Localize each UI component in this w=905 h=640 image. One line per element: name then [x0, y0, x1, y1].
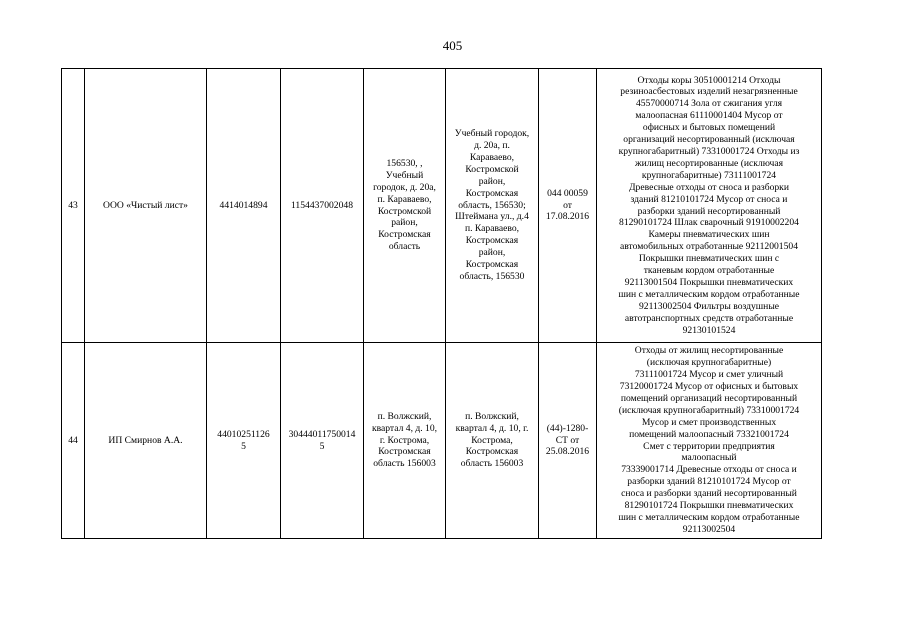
- text-line: 30444011750014: [288, 428, 356, 440]
- activity-address-cell: [446, 343, 539, 539]
- text-line: Смет с территории предприятия: [643, 440, 775, 452]
- text-line: Учебный городок,: [454, 128, 530, 140]
- text-line: зданий 81210101724 Мусор от сноса и: [630, 193, 788, 205]
- text-line: малоопасная 61110001404 Мусор от: [635, 110, 783, 122]
- text-line: малоопасный: [681, 452, 737, 464]
- text-line: Учебный: [385, 169, 424, 181]
- text-line: 73111001724 Мусор и смет уличный: [634, 369, 784, 381]
- row-number: 44: [62, 343, 85, 539]
- text-line: г. Кострома,: [379, 434, 430, 446]
- text-line: 25.08.2016: [545, 446, 590, 458]
- text-line: п. Караваево,: [464, 223, 520, 235]
- text-line: помещений организаций несортированный: [620, 392, 798, 404]
- text-line: Покрышки пневматических шин с: [638, 253, 780, 265]
- text-line: квартал 4, д. 10, г.: [455, 422, 529, 434]
- inn-cell: [207, 343, 281, 539]
- text-line: район,: [391, 217, 418, 229]
- text-line: 92113001504 Покрышки пневматических: [624, 276, 794, 288]
- text-line: 5: [241, 440, 246, 452]
- text-line: сноса и разборки зданий несортированный: [621, 488, 797, 500]
- page-number: 405: [442, 38, 463, 53]
- ogrn-cell: [281, 343, 364, 539]
- row-number: 43: [62, 69, 85, 343]
- text-line: область: [388, 241, 421, 253]
- text-line: Костромская: [378, 446, 431, 458]
- organization-name: ИП Смирнов А.А.: [85, 343, 207, 539]
- text-line: Камеры пневматических шин: [648, 229, 770, 241]
- text-line: 17.08.2016: [545, 211, 590, 223]
- text-line: область, 156530;: [458, 199, 526, 211]
- organization-name: ООО «Чистый лист»: [85, 69, 207, 343]
- text-line: 73339001714 Древесные отходы от сноса и: [621, 464, 797, 476]
- text-line: Костромская: [465, 187, 519, 199]
- text-line: д. 20а, п.: [474, 140, 510, 152]
- text-line: шин с металлическим кордом отработанные: [618, 511, 800, 523]
- text-line: разборки зданий несортированный: [637, 205, 781, 217]
- text-line: резиноасбестовых изделий незагрязненные: [620, 86, 798, 98]
- text-line: от: [563, 199, 572, 211]
- text-line: крупногабаритный) 73310001724 Отходы из: [618, 145, 800, 157]
- text-line: 92130101524: [682, 324, 736, 336]
- text-line: офисных и бытовых помещений: [642, 122, 776, 134]
- text-line: область 156003: [460, 458, 524, 470]
- table-row: [62, 343, 822, 539]
- text-line: Костромской: [377, 205, 432, 217]
- text-line: Караваево,: [469, 151, 515, 163]
- text-line: Штеймана ул., д.4: [455, 211, 529, 223]
- text-line: СТ от: [555, 434, 580, 446]
- text-line: Отходы коры 30510001214 Отходы: [637, 74, 781, 86]
- text-line: квартал 4, д. 10,: [371, 422, 438, 434]
- text-line: 156530, ,: [386, 157, 423, 169]
- text-line: Древесные отходы от сноса и разборки: [629, 181, 789, 193]
- text-line: шин с металлическим кордом отработанные: [618, 288, 800, 300]
- license-cell: [539, 69, 597, 343]
- waste-registry-table: [61, 68, 822, 539]
- text-line: Костромской: [465, 163, 519, 175]
- text-line: п. Волжский,: [465, 410, 519, 422]
- text-line: п. Караваево,: [377, 193, 432, 205]
- text-line: (44)-1280-: [546, 422, 589, 434]
- text-line: 81290101724 Покрышки пневматических: [624, 500, 794, 512]
- text-line: район,: [478, 175, 506, 187]
- activity-address-cell: [446, 69, 539, 343]
- text-line: 92113002504 Фильтры воздушные: [638, 300, 780, 312]
- text-line: 044 00059: [547, 187, 588, 199]
- text-line: п. Волжский,: [377, 410, 432, 422]
- text-line: 5: [319, 440, 325, 452]
- text-line: Кострома,: [471, 434, 513, 446]
- text-line: автомобильных отработанные 92112001504: [620, 241, 798, 253]
- text-line: Костромская: [378, 229, 431, 241]
- text-line: 45570000714 Зола от сжигания угля: [635, 98, 783, 110]
- text-line: Отходы от жилищ несортированные: [634, 345, 784, 357]
- text-line: 44010251126: [217, 428, 270, 440]
- text-line: 73120001724 Мусор от офисных и бытовых: [619, 380, 799, 392]
- text-line: помещений малоопасный 73321001724: [629, 428, 789, 440]
- text-line: тканевым кордом отработанные: [643, 265, 775, 277]
- text-line: Костромская: [465, 235, 519, 247]
- text-line: область 156003: [373, 458, 436, 470]
- inn-cell: 4414014894: [207, 69, 281, 343]
- text-line: Костромская: [465, 446, 519, 458]
- ogrn-cell: 1154437002048: [281, 69, 364, 343]
- text-line: 92113002504: [682, 523, 736, 535]
- waste-types-cell: [597, 343, 822, 539]
- text-line: 81290101724 Шлак сварочный 91910002204: [619, 217, 799, 229]
- text-line: район,: [478, 247, 506, 259]
- text-line: Мусор и смет производственных: [641, 416, 777, 428]
- table-row: [62, 69, 822, 343]
- legal-address-cell: [364, 69, 446, 343]
- text-line: организаций несортированный (исключая: [623, 134, 795, 146]
- license-cell: [539, 343, 597, 539]
- text-line: крупногабаритные) 73111001724: [641, 169, 777, 181]
- text-line: жилищ несортированные (исключая: [634, 157, 784, 169]
- text-line: (исключая крупногабаритный) 73310001724: [618, 404, 800, 416]
- legal-address-cell: [364, 343, 446, 539]
- text-line: автотранспортных средств отработанные: [624, 312, 794, 324]
- text-line: область, 156530: [459, 270, 525, 282]
- waste-types-cell: [597, 69, 822, 343]
- text-line: (исключая крупногабаритные): [646, 357, 772, 369]
- text-line: городок, д. 20а,: [373, 181, 436, 193]
- text-line: разборки зданий 81210101724 Мусор от: [627, 476, 791, 488]
- text-line: Костромская: [465, 259, 519, 271]
